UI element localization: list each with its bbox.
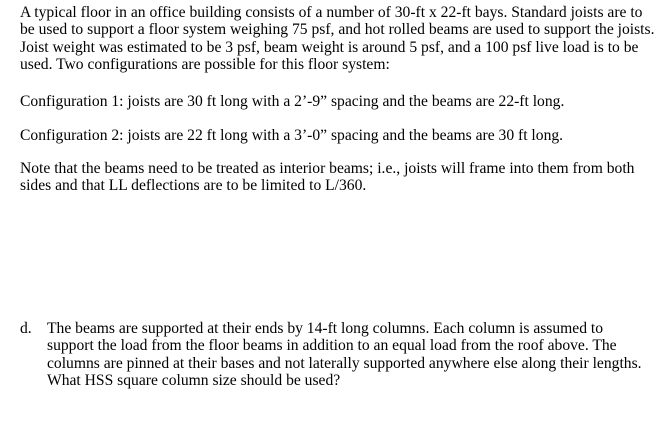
configuration-2-text: Configuration 2: joists are 22 ft long with a 3’-0” spacing and the beams are 30 ft long. bbox=[20, 127, 564, 144]
question-text: The beams are supported at their ends by 14-ft long columns. Each column is assumed to support the load from the floor beams in addition to an equal load from the roof above. The columns are pinned at their bases and not laterally supported anywhere else along their lengths. What HSS square column size should be used? bbox=[47, 320, 642, 390]
question-marker: d. bbox=[20, 320, 32, 337]
intro-paragraph: A typical floor in an office building consists of a number of 30-ft x 22-ft bays. Standard joists are to be used to support a floor system weighing 75 psf, and hot rolled beams are used to support the joists. Joist weight was estimated to be 3 psf, beam weight is around 5 psf, and a 100 psf live load is to be used. Two configurations are possible for this floor system: bbox=[20, 4, 655, 74]
note-paragraph: Note that the beams need to be treated as interior beams; i.e., joists will frame into them from both sides and that LL deflections are to be limited to L/360. bbox=[20, 160, 635, 195]
configuration-1-text: Configuration 1: joists are 30 ft long with a 2’-9” spacing and the beams are 22-ft long. bbox=[20, 93, 565, 110]
question-d bbox=[20, 320, 645, 390]
